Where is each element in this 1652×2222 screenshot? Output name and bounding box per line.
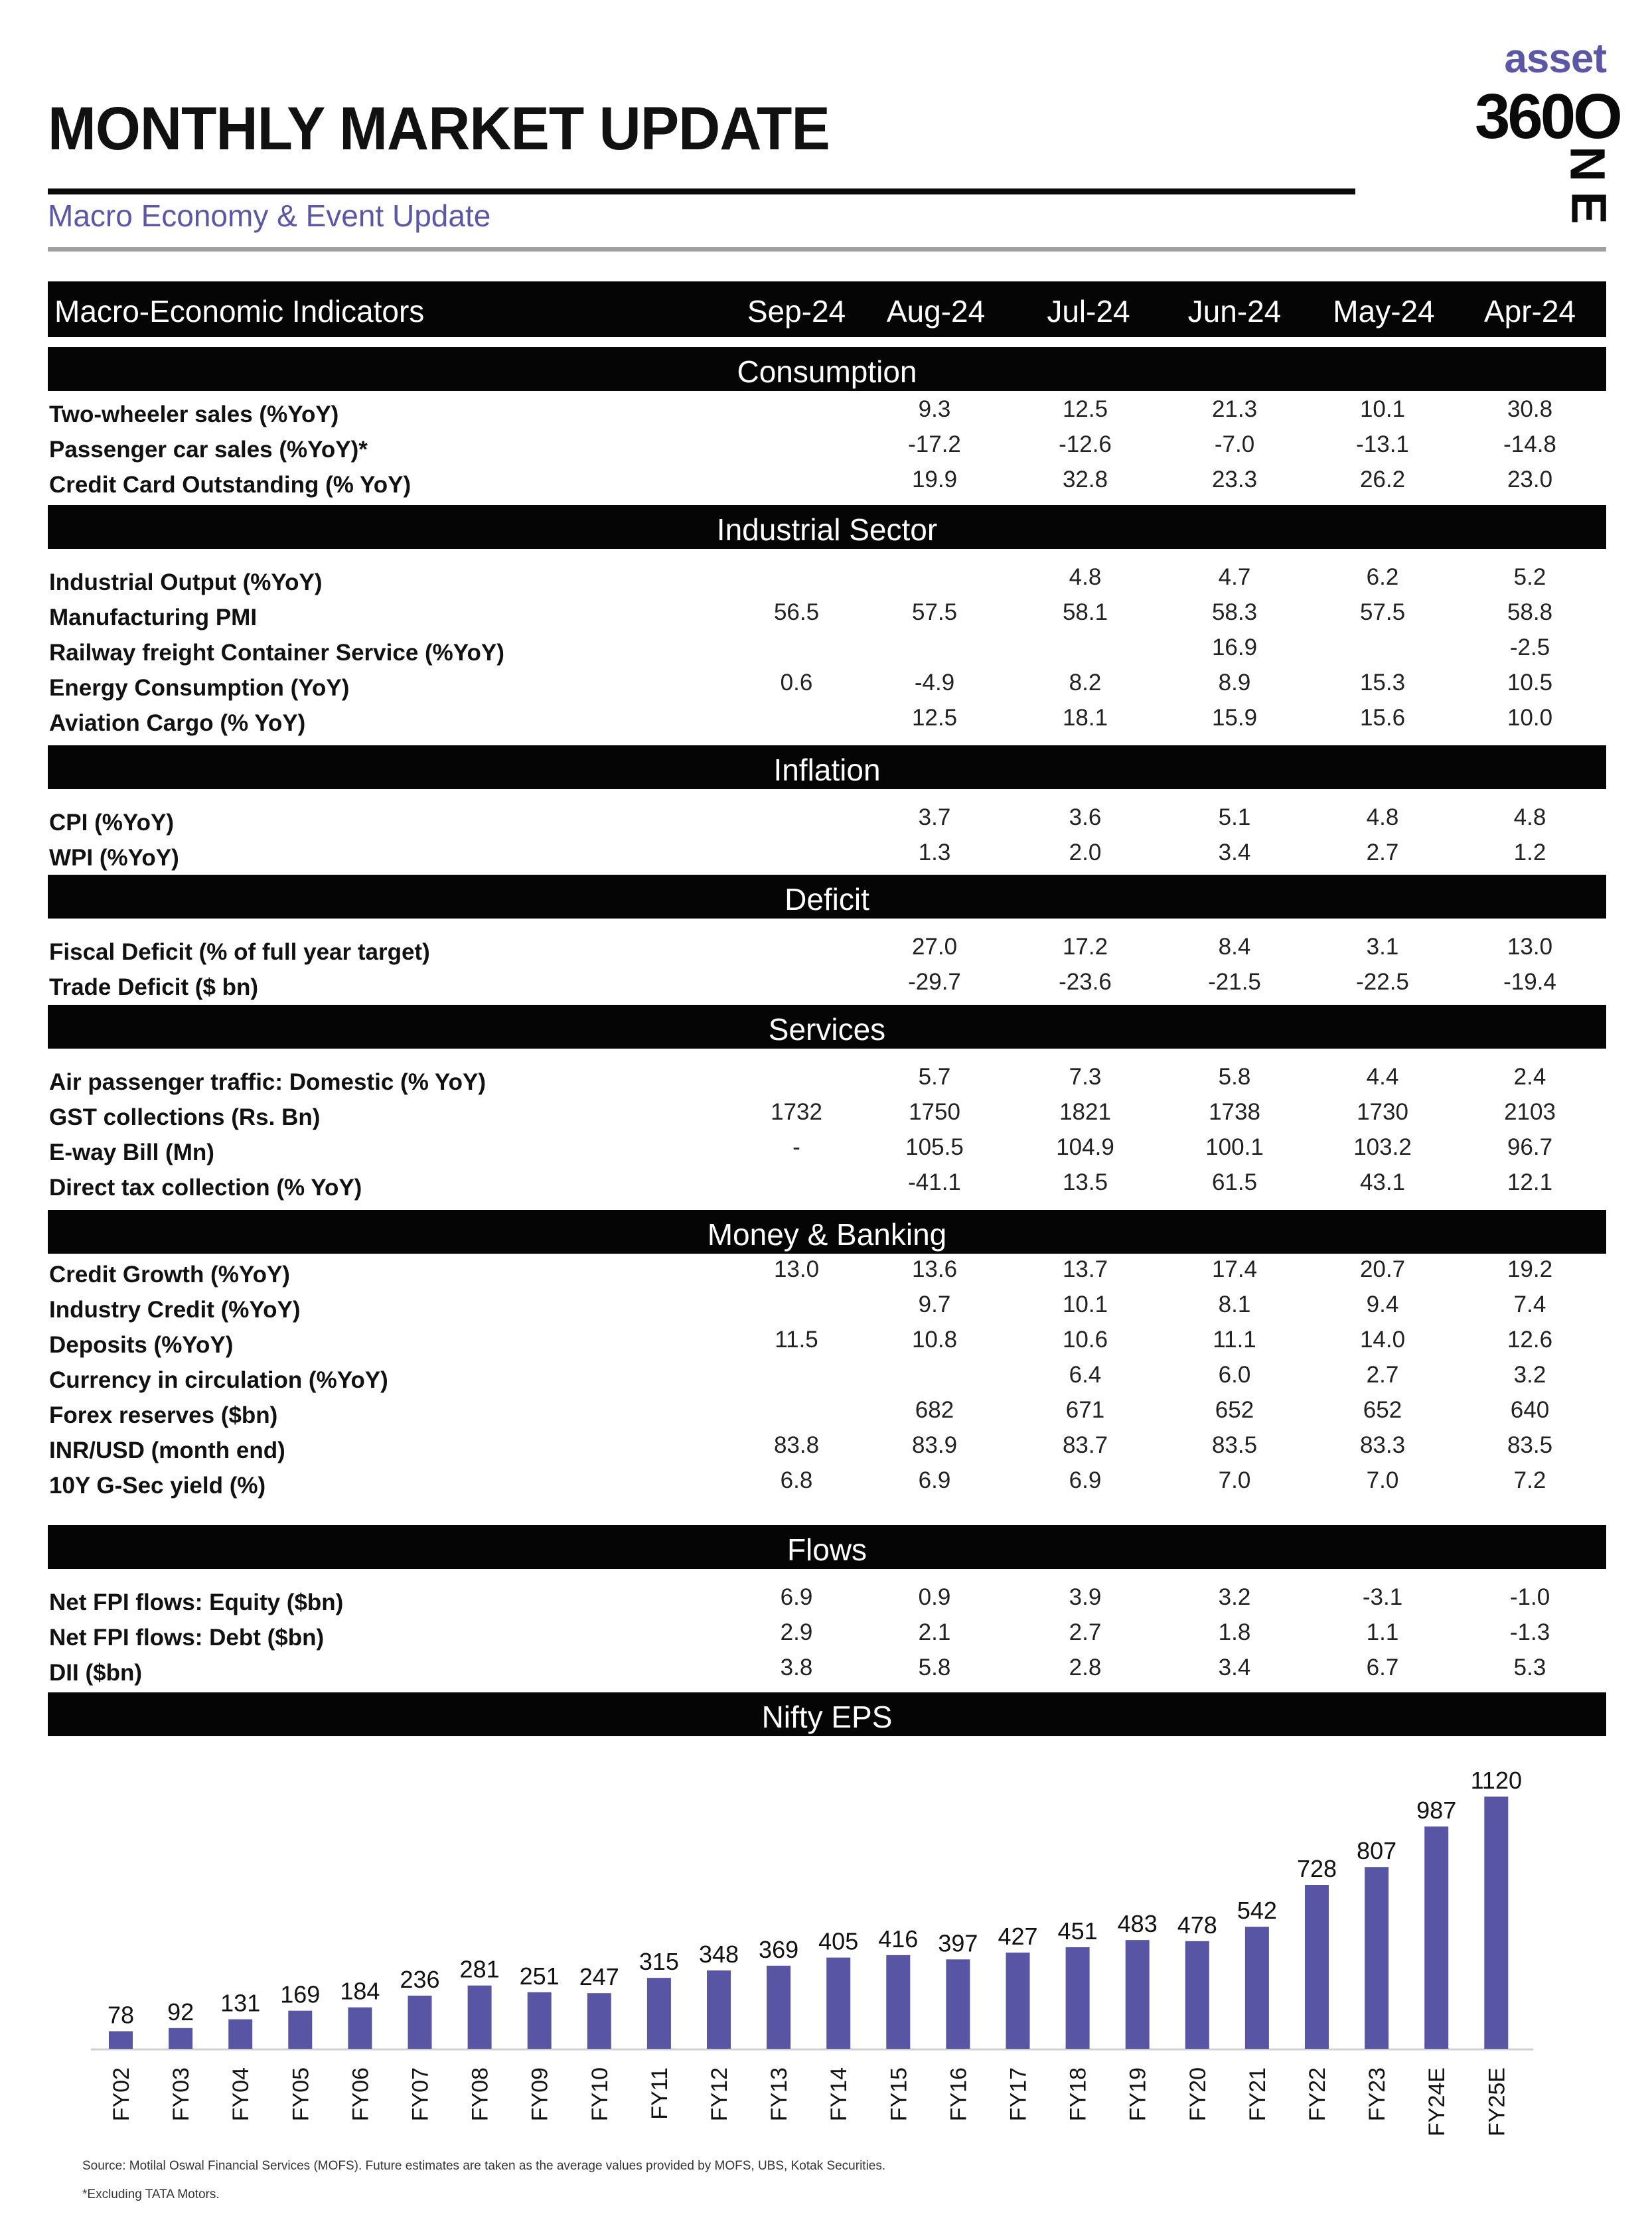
x-tick-label: FY25E [1484, 2067, 1510, 2135]
bar-FY22 [1305, 1885, 1329, 2049]
row-value: 2103 [1504, 1099, 1556, 1125]
table-row [48, 1394, 1606, 1428]
row-value: 652 [1363, 1397, 1402, 1423]
row-value: 10.8 [911, 1327, 958, 1353]
row-value: 6.9 [780, 1584, 813, 1610]
row-label: Industrial Output (%YoY) [49, 569, 323, 595]
data-label: 483 [1117, 1910, 1158, 1938]
row-label: Net FPI flows: Equity ($bn) [49, 1590, 344, 1615]
row-value: 61.5 [1211, 1169, 1258, 1195]
page-subtitle: Macro Economy & Event Update [48, 198, 491, 233]
month-header: Jul-24 [1047, 294, 1130, 329]
row-value: 83.3 [1359, 1432, 1406, 1458]
bar-FY19 [1126, 1940, 1150, 2049]
logo-360-text [1475, 81, 1620, 152]
row-value: 21.3 [1211, 396, 1258, 422]
row-value: 5.8 [1218, 1064, 1251, 1090]
x-tick-label: FY21 [1244, 2067, 1270, 2122]
row-value: -4.9 [914, 670, 955, 696]
table-row [48, 1652, 1606, 1685]
row-label: Fiscal Deficit (% of full year target) [49, 939, 430, 965]
section-header-services [48, 1005, 1606, 1049]
bar-FY07 [408, 1996, 432, 2049]
table-row [48, 1359, 1606, 1392]
x-tick-label: FY06 [348, 2067, 374, 2122]
data-label: 397 [938, 1929, 978, 1957]
row-value: 1730 [1357, 1099, 1408, 1125]
table-row [48, 1324, 1606, 1357]
x-tick-label: FY13 [767, 2067, 792, 2122]
row-value: 12.5 [1062, 396, 1108, 422]
x-tick-label: FY02 [109, 2067, 134, 2122]
row-value: 6.9 [918, 1467, 951, 1493]
row-label: Forex reserves ($bn) [49, 1402, 278, 1428]
x-tick-label: FY10 [587, 2067, 613, 2122]
row-label: Aviation Cargo (% YoY) [49, 710, 306, 736]
table-header-bar [48, 281, 1606, 337]
row-value: -1.3 [1509, 1619, 1550, 1645]
row-value: -41.1 [908, 1169, 961, 1195]
month-header: Aug-24 [886, 294, 986, 329]
table-row [48, 966, 1606, 1000]
table-row [48, 1582, 1606, 1615]
row-label: Trade Deficit ($ bn) [49, 974, 259, 1000]
data-label: 315 [638, 1948, 679, 1976]
data-label: 131 [220, 1989, 261, 2017]
row-value: 3.8 [780, 1655, 813, 1680]
row-value: 3.2 [1513, 1362, 1546, 1388]
x-tick-label: FY24E [1424, 2067, 1450, 2135]
x-tick-label: FY12 [707, 2067, 732, 2122]
bar-FY24E [1424, 1826, 1448, 2049]
row-label: Currency in circulation (%YoY) [49, 1367, 388, 1393]
row-value: 56.5 [773, 599, 820, 625]
row-value: 19.2 [1507, 1256, 1553, 1282]
row-value: 15.6 [1359, 705, 1406, 731]
data-label: 348 [698, 1940, 739, 1968]
row-value: 671 [1065, 1397, 1105, 1423]
row-value: 6.7 [1366, 1655, 1399, 1680]
row-value: 13.0 [773, 1256, 820, 1282]
row-value: 10.0 [1507, 705, 1553, 731]
row-value: 17.4 [1211, 1256, 1258, 1282]
row-value: 3.7 [918, 804, 951, 830]
row-label: Deposits (%YoY) [49, 1332, 234, 1358]
row-value: 15.9 [1211, 705, 1258, 731]
section-header-industrial-sector [48, 505, 1606, 549]
row-value: 1750 [909, 1099, 960, 1125]
table-row [48, 931, 1606, 964]
x-tick-label: FY17 [1006, 2067, 1031, 2122]
row-value: 2.4 [1513, 1064, 1546, 1090]
row-value: 1738 [1209, 1099, 1260, 1125]
row-value: -21.5 [1208, 969, 1261, 995]
bar-FY11 [647, 1978, 671, 2049]
row-label: INR/USD (month end) [49, 1438, 285, 1463]
row-value: 83.9 [911, 1432, 958, 1458]
section-title: Nifty EPS [761, 1700, 893, 1734]
row-label: Passenger car sales (%YoY)* [49, 437, 368, 463]
x-tick-label: FY22 [1305, 2067, 1330, 2122]
section-title: Services [768, 1012, 886, 1047]
row-value: 4.8 [1366, 804, 1399, 830]
bar-FY21 [1245, 1927, 1269, 2049]
x-tick-label: FY08 [467, 2067, 493, 2122]
row-value: 83.5 [1211, 1432, 1258, 1458]
row-label: Industry Credit (%YoY) [49, 1297, 301, 1323]
section-title: Deficit [785, 882, 869, 917]
bar-FY18 [1066, 1947, 1090, 2049]
x-tick-label: FY18 [1065, 2067, 1091, 2122]
row-value: 6.9 [1069, 1467, 1102, 1493]
table-row [48, 561, 1606, 595]
row-value: 652 [1215, 1397, 1254, 1423]
row-value: 3.2 [1218, 1584, 1251, 1610]
row-value: -12.6 [1059, 431, 1112, 457]
data-label: 451 [1057, 1917, 1098, 1945]
row-value: 13.6 [911, 1256, 958, 1282]
row-value: -7.0 [1214, 431, 1255, 457]
row-value: 9.7 [918, 1292, 951, 1317]
row-value: 6.4 [1069, 1362, 1102, 1388]
footnote: *Excluding TATA Motors. [82, 2187, 220, 2201]
row-value: 57.5 [911, 599, 958, 625]
section-title: Industrial Sector [716, 512, 938, 547]
bar-FY06 [348, 2008, 372, 2049]
row-value: 1.8 [1218, 1619, 1251, 1645]
bar-FY04 [228, 2020, 252, 2049]
row-value: 58.8 [1507, 599, 1553, 625]
table-row [48, 1132, 1606, 1165]
row-value: 1732 [771, 1099, 822, 1125]
section-header-money-banking [48, 1210, 1606, 1254]
row-label: 10Y G-Sec yield (%) [49, 1473, 266, 1499]
data-label: 369 [759, 1935, 799, 1963]
bar-FY12 [707, 1970, 731, 2049]
row-value: 103.2 [1353, 1134, 1412, 1160]
table-row [48, 632, 1606, 665]
x-tick-label: FY09 [527, 2067, 553, 2122]
row-value: 26.2 [1359, 467, 1406, 492]
bar-FY16 [946, 1959, 970, 2049]
row-label: Railway freight Container Service (%YoY) [49, 640, 504, 666]
data-label: 728 [1296, 1855, 1337, 1882]
title-divider [48, 188, 1355, 194]
data-label: 427 [998, 1923, 1038, 1951]
row-value: 2.7 [1366, 840, 1399, 865]
row-value: 1821 [1059, 1099, 1111, 1125]
row-value: 8.2 [1069, 670, 1102, 696]
row-value: 100.1 [1205, 1134, 1264, 1160]
table-row [48, 1096, 1606, 1130]
section-title: Flows [787, 1532, 867, 1567]
row-value: 12.5 [911, 705, 958, 731]
row-value: -19.4 [1503, 969, 1556, 995]
logo-number: 360 [1475, 81, 1574, 152]
bar-FY23 [1365, 1867, 1389, 2049]
table-row [48, 1167, 1606, 1200]
x-tick-label: FY05 [288, 2067, 314, 2122]
row-value: -23.6 [1059, 969, 1112, 995]
row-value: 7.0 [1218, 1467, 1251, 1493]
row-value: -22.5 [1356, 969, 1409, 995]
row-value: -14.8 [1503, 431, 1556, 457]
logo-e-text: E [1561, 191, 1617, 224]
data-label: 247 [579, 1963, 619, 1991]
month-header: May-24 [1333, 294, 1435, 329]
row-value: 640 [1510, 1397, 1550, 1423]
row-label: Credit Growth (%YoY) [49, 1262, 290, 1288]
source-note: Source: Motilal Oswal Financial Services (MOFS). Future estimates are taken as the average values provided by MOFS, UBS, Kotak Securities. [82, 2159, 886, 2173]
row-value: 5.8 [918, 1655, 951, 1680]
row-value: 96.7 [1507, 1134, 1553, 1160]
row-value: 1.3 [918, 840, 951, 865]
month-header: Jun-24 [1187, 294, 1282, 329]
bar-FY05 [288, 2011, 312, 2049]
row-value: 13.7 [1062, 1256, 1108, 1282]
section-header-nifty-eps [48, 1692, 1606, 1736]
row-value: 2.7 [1366, 1362, 1399, 1388]
section-header-flows [48, 1525, 1606, 1569]
row-value: 1.1 [1366, 1619, 1399, 1645]
table-header-label: Macro-Economic Indicators [54, 294, 425, 329]
data-label: 184 [340, 1977, 380, 2005]
row-value: 682 [915, 1397, 954, 1423]
table-row [48, 667, 1606, 700]
bar-FY14 [826, 1958, 850, 2049]
row-value: 6.0 [1218, 1362, 1251, 1388]
data-label: 169 [280, 1980, 321, 2008]
row-value: 3.4 [1218, 840, 1251, 865]
section-header-inflation [48, 745, 1606, 789]
bar-FY17 [1006, 1953, 1030, 2049]
section-title: Inflation [773, 753, 881, 787]
row-value: 4.8 [1513, 804, 1546, 830]
section-header-consumption [48, 347, 1606, 391]
section-title: Money & Banking [707, 1217, 947, 1252]
table-row [48, 464, 1606, 497]
row-value: 30.8 [1507, 396, 1553, 422]
bar-FY13 [767, 1966, 790, 2049]
data-label: 281 [459, 1955, 500, 1983]
row-value: -1.0 [1509, 1584, 1550, 1610]
asset360one-logo [1460, 36, 1620, 224]
row-value: 83.8 [773, 1432, 820, 1458]
row-value: -17.2 [908, 431, 961, 457]
x-tick-label: FY16 [946, 2067, 972, 2122]
row-value: 12.1 [1507, 1169, 1553, 1195]
row-value: 20.7 [1359, 1256, 1406, 1282]
data-label: 987 [1416, 1797, 1457, 1824]
row-value: 11.5 [775, 1327, 818, 1353]
row-value: 2.7 [1069, 1619, 1102, 1645]
row-value: 0.6 [780, 670, 813, 696]
row-value: 5.7 [918, 1064, 951, 1090]
row-value: 10.6 [1062, 1327, 1108, 1353]
table-row [48, 1617, 1606, 1650]
row-value: 3.1 [1366, 934, 1399, 960]
table-row [48, 802, 1606, 835]
row-value: 13.5 [1062, 1169, 1108, 1195]
row-value: -13.1 [1356, 431, 1409, 457]
row-value: 5.1 [1218, 804, 1251, 830]
table-row [48, 597, 1606, 630]
row-value: 83.7 [1062, 1432, 1108, 1458]
row-value: 10.1 [1359, 396, 1406, 422]
x-tick-label: FY19 [1125, 2067, 1151, 2122]
row-label: Air passenger traffic: Domestic (% YoY) [49, 1069, 487, 1095]
data-label: 405 [818, 1927, 859, 1955]
table-row [48, 702, 1606, 735]
table-row [48, 394, 1606, 427]
row-value: 8.9 [1218, 670, 1251, 696]
month-header: Sep-24 [747, 294, 846, 329]
row-value: 10.1 [1062, 1292, 1108, 1317]
bar-FY09 [528, 1992, 552, 2049]
row-label: WPI (%YoY) [49, 845, 179, 871]
bar-FY20 [1185, 1941, 1209, 2049]
row-label: Energy Consumption (YoY) [49, 675, 350, 701]
row-value: 6.2 [1366, 564, 1399, 590]
row-value: 58.1 [1062, 599, 1108, 625]
x-tick-label: FY15 [886, 2067, 912, 2122]
logo-asset-text: asset [1504, 36, 1606, 82]
row-value: 14.0 [1359, 1327, 1406, 1353]
x-tick-label: FY23 [1365, 2067, 1390, 2122]
table-row [48, 1061, 1606, 1094]
bar-FY25E [1484, 1797, 1508, 2049]
nifty-eps-chart [0, 1737, 1652, 2135]
row-value: 9.4 [1366, 1292, 1399, 1317]
row-label: DII ($bn) [49, 1660, 142, 1686]
row-value: 10.5 [1507, 670, 1553, 696]
row-value: 1.2 [1513, 840, 1546, 865]
row-value: 8.4 [1218, 934, 1251, 960]
x-tick-label: FY14 [826, 2067, 852, 2122]
row-value: 2.9 [780, 1619, 813, 1645]
row-value: - [792, 1134, 800, 1160]
table-row [48, 837, 1606, 870]
row-value: 7.4 [1513, 1292, 1546, 1317]
row-value: 3.9 [1069, 1584, 1102, 1610]
row-value: 17.2 [1062, 934, 1108, 960]
x-tick-label: FY07 [408, 2067, 433, 2122]
row-label: CPI (%YoY) [49, 810, 174, 836]
bar-FY03 [169, 2028, 192, 2049]
row-value: 8.1 [1218, 1292, 1251, 1317]
section-title: Consumption [737, 354, 917, 389]
row-value: 6.8 [780, 1467, 813, 1493]
row-value: 12.6 [1507, 1327, 1553, 1353]
nifty-eps-chart-svg [0, 1737, 1652, 2135]
row-value: 104.9 [1056, 1134, 1114, 1160]
row-label: Manufacturing PMI [49, 605, 258, 630]
table-row [48, 1430, 1606, 1463]
row-value: 4.4 [1366, 1064, 1399, 1090]
data-label: 236 [400, 1965, 440, 1993]
row-value: 7.3 [1069, 1064, 1102, 1090]
data-label: 1120 [1470, 1767, 1523, 1794]
data-label: 78 [107, 2001, 135, 2029]
row-value: 83.5 [1507, 1432, 1553, 1458]
x-tick-label: FY20 [1185, 2067, 1211, 2122]
logo-n-text: N [1560, 146, 1615, 182]
row-value: 32.8 [1062, 467, 1108, 492]
month-header: Apr-24 [1483, 294, 1576, 329]
row-label: Credit Card Outstanding (% YoY) [49, 472, 412, 498]
row-value: 57.5 [1359, 599, 1406, 625]
row-value: 43.1 [1359, 1169, 1406, 1195]
row-value: 58.3 [1211, 599, 1258, 625]
row-value: 7.0 [1366, 1467, 1399, 1493]
row-label: E-way Bill (Mn) [49, 1140, 214, 1165]
table-row [48, 1465, 1606, 1498]
bar-FY10 [587, 1993, 611, 2049]
row-value: 5.3 [1513, 1655, 1546, 1680]
row-label: Two-wheeler sales (%YoY) [49, 402, 339, 427]
row-label: GST collections (Rs. Bn) [49, 1104, 321, 1130]
row-value: 3.4 [1218, 1655, 1251, 1680]
row-value: 2.0 [1069, 840, 1102, 865]
logo-o: O [1573, 81, 1620, 152]
row-value: 9.3 [918, 396, 951, 422]
bar-FY02 [109, 2032, 133, 2049]
row-value: 4.7 [1218, 564, 1251, 590]
row-value: -2.5 [1509, 634, 1550, 660]
row-value: 13.0 [1507, 934, 1553, 960]
page-title: MONTHLY MARKET UPDATE [48, 95, 830, 163]
bar-FY15 [886, 1955, 910, 2049]
row-value: 11.1 [1213, 1327, 1256, 1353]
row-value: 7.2 [1513, 1467, 1546, 1493]
row-value: 23.0 [1507, 467, 1553, 492]
row-value: 27.0 [911, 934, 958, 960]
table-row [48, 429, 1606, 462]
data-label: 251 [519, 1962, 560, 1990]
row-value: -3.1 [1362, 1584, 1403, 1610]
x-tick-label: FY11 [646, 2067, 672, 2120]
row-value: 19.9 [911, 467, 958, 492]
data-label: 416 [878, 1925, 919, 1953]
row-value: 3.6 [1069, 804, 1102, 830]
row-value: 4.8 [1069, 564, 1102, 590]
row-value: 2.8 [1069, 1655, 1102, 1680]
row-value: 105.5 [905, 1134, 964, 1160]
row-label: Direct tax collection (% YoY) [49, 1175, 362, 1201]
bar-FY08 [468, 1986, 492, 2049]
row-value: -29.7 [908, 969, 961, 995]
row-value: 0.9 [918, 1584, 951, 1610]
row-value: 18.1 [1062, 705, 1108, 731]
row-value: 5.2 [1513, 564, 1546, 590]
section-header-deficit [48, 875, 1606, 919]
table-row [48, 1289, 1606, 1322]
row-label: Net FPI flows: Debt ($bn) [49, 1625, 325, 1651]
subtitle-divider [48, 247, 1606, 252]
x-tick-label: FY03 [169, 2067, 194, 2122]
data-label: 478 [1177, 1911, 1217, 1939]
x-tick-label: FY04 [228, 2067, 254, 2122]
row-value: 2.1 [918, 1619, 951, 1645]
row-value: 16.9 [1211, 634, 1258, 660]
data-label: 807 [1357, 1837, 1397, 1865]
row-value: 23.3 [1211, 467, 1258, 492]
table-row [48, 1254, 1606, 1287]
data-label: 542 [1237, 1897, 1277, 1925]
data-label: 92 [167, 1998, 194, 2026]
row-value: 15.3 [1359, 670, 1406, 696]
